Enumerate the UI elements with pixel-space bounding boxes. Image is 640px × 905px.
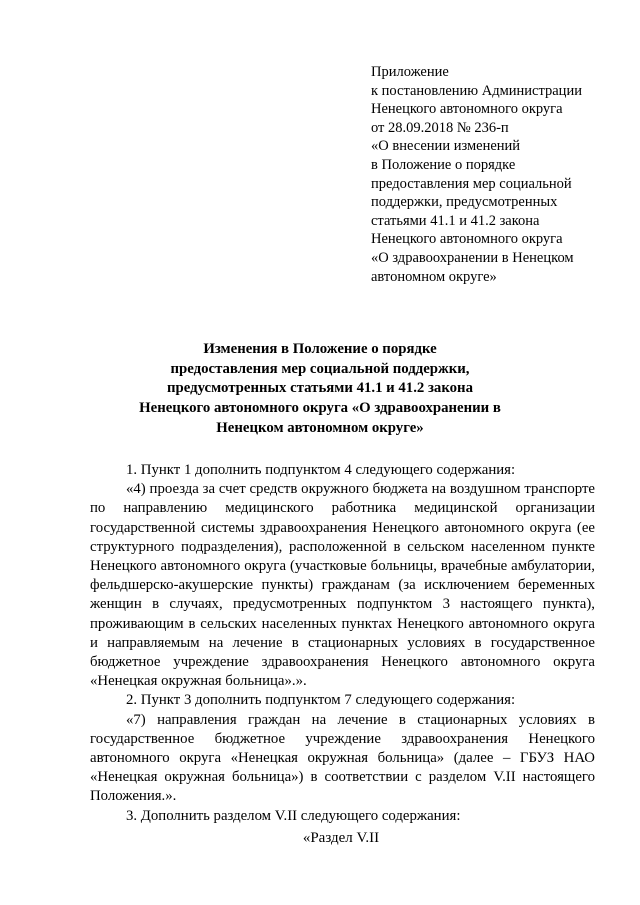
appendix-line: статьями 41.1 и 41.2 закона	[371, 212, 540, 229]
appendix-line: в Положение о порядке	[371, 156, 516, 173]
title-line: предусмотренных статьями 41.1 и 41.2 закона	[166, 380, 473, 397]
title-line: Ненецком автономном округе»	[216, 419, 424, 436]
appendix-line: автономном округе»	[371, 268, 497, 285]
appendix-line: от 28.09.2018 № 236-п	[371, 119, 509, 136]
paragraph-subitem-4: «4) проезда за счет средств окружного бюджета на воздушном транспорте по направлению медицинского работника медицинской организации государственной системы здравоохранения Ненецкого автономного округа (ее структурного подразделения), расположенной в сельском населенном пункте Ненецкого автономного округа (участковые больницы, врачебные амбулатории, фельдшерско-акушерские пункты) гражданам (за исключением беременных женщин в случаях, предусмотренных подпунктом 3 настоящего пункта), проживающим в сельских населенных пунктах Ненецкого автономного округа и направляемым на лечение в стационарных условиях в государственное бюджетное учреждение здравоохранения Ненецкого автономного округа «Ненецкая окружная больница».».	[90, 481, 595, 690]
appendix-line: Приложение	[371, 64, 449, 80]
section-heading-text: «Раздел V.II	[302, 830, 380, 846]
appendix-line: поддержки, предусмотренных	[371, 194, 558, 211]
title-line: Ненецкого автономного округа «О здравоохранении в	[139, 400, 501, 417]
appendix-line: Ненецкого автономного округа	[371, 101, 563, 118]
appendix-line: предоставления мер социальной	[371, 175, 572, 192]
paragraph-subitem-7: «7) направления граждан на лечение в стационарных условиях в государственное бюджетное учреждение здравоохранения Ненецкого автономного округа «Ненецкая окружная больница» (далее – ГБУЗ НАО «Ненецкая окружная больница») в соответствии с разделом V.II настоящего Положения.».	[90, 711, 595, 805]
appendix-line: к постановлению Администрации	[371, 82, 582, 99]
appendix-line: Ненецкого автономного округа	[371, 231, 563, 248]
title-line: Изменения в Положение о порядке	[203, 341, 437, 357]
appendix-line: «О внесении изменений	[371, 138, 521, 155]
document-title	[90, 340, 550, 439]
paragraph-item-3: 3. Дополнить разделом V.II следующего содержания:	[126, 807, 461, 824]
paragraph-item-2: 2. Пункт 3 дополнить подпунктом 7 следующего содержания:	[126, 692, 516, 709]
appendix-line: «О здравоохранении в Ненецком	[371, 249, 574, 266]
paragraph-item-1: 1. Пункт 1 дополнить подпунктом 4 следующего содержания:	[126, 462, 516, 478]
section-heading	[0, 830, 640, 847]
appendix-block	[371, 63, 611, 286]
document-body	[90, 461, 595, 826]
title-line: предоставления мер социальной поддержки,	[170, 360, 470, 377]
